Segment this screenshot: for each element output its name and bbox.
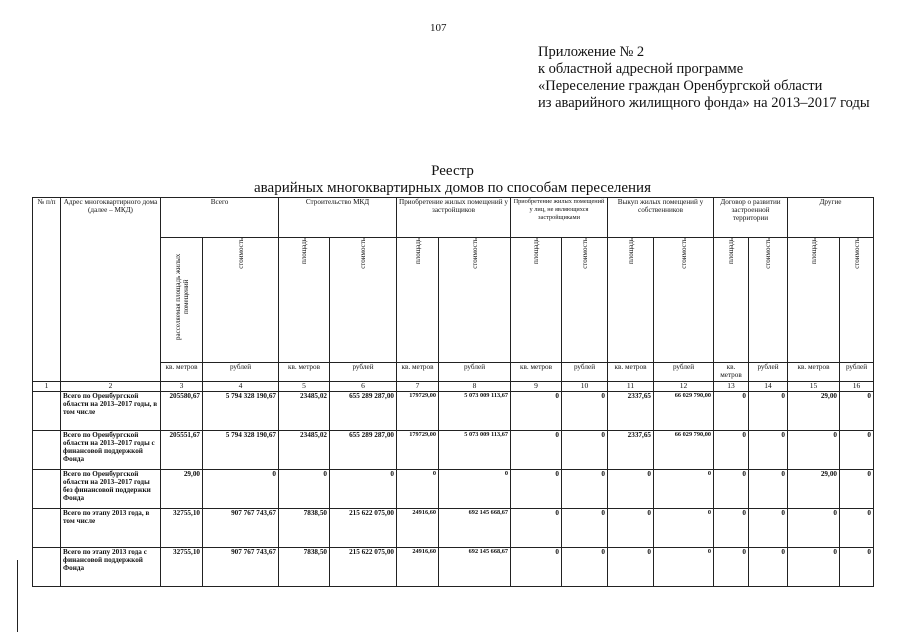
sub-area: площадь [279,238,330,363]
sub-cost: стоимость [203,238,279,363]
row-value: 205580,67 [161,392,203,431]
header-acquire-dev: Приобретение жилых помещений у застройщиков [397,198,511,238]
unit-cell: кв. метров [397,363,439,382]
table-row [33,548,874,587]
row-value: 0 [788,548,840,587]
row-value: 0 [654,509,714,548]
row-value: 0 [511,548,562,587]
appendix-header [538,44,870,112]
unit-cell: рублей [840,363,874,382]
table-row [33,470,874,509]
row-value: 0 [714,392,749,431]
sub-area: площадь [788,238,840,363]
row-value: 32755,10 [161,548,203,587]
row-number-cell [33,431,61,470]
unit-cell: кв. метров [714,363,749,382]
column-number: 16 [840,382,874,392]
unit-cell: рублей [749,363,788,382]
row-value: 24916,60 [397,548,439,587]
row-value: 5 073 009 113,67 [439,431,511,470]
row-value: 0 [788,431,840,470]
column-number: 4 [203,382,279,392]
row-address: Всего по Оренбургской области на 2013–2017 годы без финансовой поддержки Фонда [61,470,161,509]
registry-table [32,197,874,587]
row-value: 0 [397,470,439,509]
row-value: 0 [714,431,749,470]
header-build: Строительство МКД [279,198,397,238]
row-value: 0 [840,470,874,509]
table-row [33,431,874,470]
row-value: 0 [203,470,279,509]
table-row [33,509,874,548]
header-address: Адрес многоквартирного дома (далее – МКД) [61,198,161,382]
unit-cell: рублей [654,363,714,382]
row-value: 0 [749,392,788,431]
appendix-line-3: «Переселение граждан Оренбургской области [538,78,823,94]
row-value: 0 [562,470,608,509]
unit-cell: рублей [562,363,608,382]
row-value: 0 [654,548,714,587]
row-value: 0 [788,509,840,548]
row-value: 0 [608,548,654,587]
header-contract: Договор о развитии застроенной территории [714,198,788,238]
row-value: 0 [840,431,874,470]
row-value: 29,00 [788,470,840,509]
column-number-row [33,382,874,392]
row-value: 0 [749,470,788,509]
appendix-line-1: Приложение № 2 [538,44,645,60]
column-number: 6 [330,382,397,392]
row-value: 215 622 075,00 [330,509,397,548]
unit-cell: рублей [330,363,397,382]
row-value: 0 [749,431,788,470]
sub-cost: стоимость [439,238,511,363]
appendix-line-2: к областной адресной программе [538,61,744,77]
margin-line [17,560,18,632]
row-value: 215 622 075,00 [330,548,397,587]
table-row [33,392,874,431]
row-value: 179729,00 [397,431,439,470]
row-value: 0 [562,548,608,587]
header-total: Всего [161,198,279,238]
table-body [33,392,874,587]
row-value: 66 029 790,00 [654,431,714,470]
document-title: Реестр [431,163,474,179]
column-number: 12 [654,382,714,392]
column-number: 10 [562,382,608,392]
row-value: 0 [562,509,608,548]
row-value: 179729,00 [397,392,439,431]
column-number: 5 [279,382,330,392]
unit-cell: рублей [439,363,511,382]
row-value: 0 [749,548,788,587]
row-value: 0 [511,509,562,548]
row-address: Всего по Оренбургской области на 2013–2017 годы с финансовой поддержкой Фонда [61,431,161,470]
row-number-cell [33,470,61,509]
column-number: 9 [511,382,562,392]
row-number-cell [33,392,61,431]
column-number: 3 [161,382,203,392]
row-value: 7838,50 [279,548,330,587]
header-other: Другие [788,198,874,238]
row-value: 692 145 668,67 [439,548,511,587]
page-number: 107 [430,22,447,34]
unit-cell: кв. метров [608,363,654,382]
document-subtitle: аварийных многоквартирных домов по способам переселения [254,180,651,196]
unit-cell: кв. метров [511,363,562,382]
sub-resettled-area: расселяемая площадь жилых помещений [161,238,203,363]
sub-area: площадь [608,238,654,363]
row-value: 907 767 743,67 [203,509,279,548]
row-value: 29,00 [161,470,203,509]
row-value: 692 145 668,67 [439,509,511,548]
sub-area: площадь [511,238,562,363]
sub-area: площадь [714,238,749,363]
row-value: 0 [714,470,749,509]
row-value: 23485,02 [279,431,330,470]
row-value: 0 [840,548,874,587]
row-value: 0 [714,509,749,548]
row-value: 0 [714,548,749,587]
row-value: 24916,60 [397,509,439,548]
row-value: 5 794 328 190,67 [203,392,279,431]
row-number-cell [33,548,61,587]
row-value: 0 [654,470,714,509]
row-value: 655 289 287,00 [330,431,397,470]
row-value: 0 [840,509,874,548]
row-value: 29,00 [788,392,840,431]
unit-cell: рублей [203,363,279,382]
column-number: 8 [439,382,511,392]
row-address: Всего по Оренбургской области на 2013–2017 годы, в том числе [61,392,161,431]
row-address: Всего по этапу 2013 года с финансовой поддержкой Фонда [61,548,161,587]
row-number-cell [33,509,61,548]
sub-cost: стоимость [749,238,788,363]
row-value: 655 289 287,00 [330,392,397,431]
row-value: 66 029 790,00 [654,392,714,431]
sub-cost: стоимость [562,238,608,363]
row-value: 0 [608,509,654,548]
row-value: 0 [608,470,654,509]
header-buyout: Выкуп жилых помещений у собственников [608,198,714,238]
column-number: 1 [33,382,61,392]
row-value: 0 [511,470,562,509]
row-value: 32755,10 [161,509,203,548]
row-value: 0 [562,392,608,431]
unit-cell: кв. метров [788,363,840,382]
column-number: 7 [397,382,439,392]
header-num: № п/п [33,198,61,382]
sub-cost: стоимость [654,238,714,363]
column-number: 11 [608,382,654,392]
unit-cell: кв. метров [279,363,330,382]
row-value: 5 073 009 113,67 [439,392,511,431]
row-value: 0 [330,470,397,509]
sub-area: площадь [397,238,439,363]
column-number: 15 [788,382,840,392]
header-acquire-other: Приобретение жилых помещений у лиц, не являющихся застройщиками [511,198,608,238]
row-value: 0 [749,509,788,548]
row-value: 0 [840,392,874,431]
row-value: 205551,67 [161,431,203,470]
column-number: 2 [61,382,161,392]
row-value: 2337,65 [608,392,654,431]
row-value: 7838,50 [279,509,330,548]
row-value: 23485,02 [279,392,330,431]
row-value: 0 [279,470,330,509]
row-address: Всего по этапу 2013 года, в том числе [61,509,161,548]
sub-cost: стоимость [840,238,874,363]
row-value: 0 [562,431,608,470]
row-value: 2337,65 [608,431,654,470]
row-value: 0 [439,470,511,509]
unit-cell: кв. метров [161,363,203,382]
column-number: 13 [714,382,749,392]
row-value: 5 794 328 190,67 [203,431,279,470]
sub-cost: стоимость [330,238,397,363]
appendix-line-4: из аварийного жилищного фонда» на 2013–2017 годы [538,95,870,111]
column-number: 14 [749,382,788,392]
row-value: 0 [511,431,562,470]
row-value: 0 [511,392,562,431]
row-value: 907 767 743,67 [203,548,279,587]
